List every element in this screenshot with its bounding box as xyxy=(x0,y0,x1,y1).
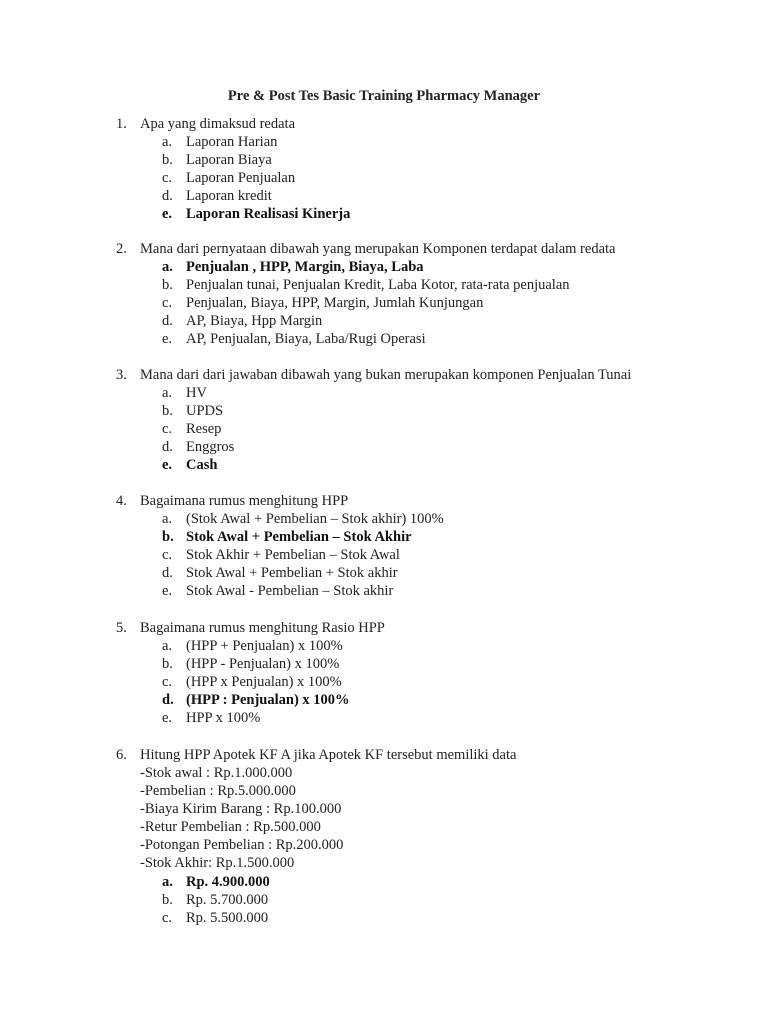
data-line-text: -Biaya Kirim Barang : Rp.100.000 xyxy=(140,801,342,818)
option-d xyxy=(0,312,768,330)
option-b xyxy=(0,276,768,294)
question-1 xyxy=(0,115,768,223)
option-letter: c. xyxy=(162,421,173,438)
option-text: Rp. 4.900.000 xyxy=(186,873,270,890)
option-text: Penjualan tunai, Penjualan Kredit, Laba Kotor, rata-rata penjualan xyxy=(186,277,570,294)
option-text: (Stok Awal + Pembelian – Stok akhir) 100% xyxy=(186,511,444,527)
data-line xyxy=(0,836,768,854)
option-text: AP, Penjualan, Biaya, Laba/Rugi Operasi xyxy=(186,331,426,348)
option-letter: a. xyxy=(162,134,173,150)
question-4 xyxy=(0,492,768,600)
data-line-text: -Pembelian : Rp.5.000.000 xyxy=(140,783,296,800)
option-text: Stok Awal + Pembelian + Stok akhir xyxy=(186,565,398,582)
option-text: (HPP : Penjualan) x 100% xyxy=(186,692,350,709)
option-letter: d. xyxy=(162,188,173,205)
question-3 xyxy=(0,366,768,474)
option-text: Penjualan , HPP, Margin, Biaya, Laba xyxy=(186,259,424,275)
option-c xyxy=(0,294,768,312)
option-letter: b. xyxy=(162,891,173,908)
option-text: AP, Biaya, Hpp Margin xyxy=(186,313,323,330)
option-d xyxy=(0,438,768,456)
question-number: 6. xyxy=(116,747,127,763)
option-letter: b. xyxy=(162,403,173,420)
option-letter: d. xyxy=(162,313,173,330)
option-letter: c. xyxy=(162,547,173,564)
question-text: Bagaimana rumus menghitung Rasio HPP xyxy=(140,620,385,636)
question-text: Mana dari pernyataan dibawah yang merupakan Komponen terdapat dalam redata xyxy=(140,241,616,257)
option-text: HV xyxy=(186,385,207,401)
option-letter: a. xyxy=(162,385,173,401)
option-letter: a. xyxy=(162,511,173,527)
question-6 xyxy=(0,746,768,927)
option-letter: e. xyxy=(162,583,173,600)
option-letter: e. xyxy=(162,710,173,727)
option-text: Stok Awal - Pembelian – Stok akhir xyxy=(186,583,394,600)
option-e xyxy=(0,709,768,727)
option-a xyxy=(0,384,768,402)
question-2 xyxy=(0,240,768,348)
option-b xyxy=(0,528,768,546)
question-number: 5. xyxy=(116,620,127,636)
option-d xyxy=(0,187,768,205)
option-b xyxy=(0,402,768,420)
document-title: Pre & Post Tes Basic Training Pharmacy Manager xyxy=(227,88,541,104)
question-text: Hitung HPP Apotek KF A jika Apotek KF tersebut memiliki data xyxy=(140,747,517,763)
option-d xyxy=(0,564,768,582)
option-a xyxy=(0,873,768,891)
data-line xyxy=(0,818,768,836)
data-line xyxy=(0,800,768,818)
option-text: UPDS xyxy=(186,403,224,420)
question-text: Mana dari dari jawaban dibawah yang bukan merupakan komponen Penjualan Tunai xyxy=(140,367,632,383)
option-text: HPP x 100% xyxy=(186,710,261,727)
option-letter: c. xyxy=(162,170,173,187)
option-b xyxy=(0,655,768,673)
option-e xyxy=(0,456,768,474)
question-number: 4. xyxy=(116,493,127,509)
option-a xyxy=(0,637,768,655)
option-b xyxy=(0,891,768,909)
option-text: Rp. 5.700.000 xyxy=(186,891,269,908)
option-c xyxy=(0,909,768,927)
option-letter: e. xyxy=(162,457,173,474)
option-letter: b. xyxy=(162,152,173,169)
question-number: 1. xyxy=(116,116,127,132)
option-text: Stok Akhir + Pembelian – Stok Awal xyxy=(186,547,400,564)
option-letter: c. xyxy=(162,909,173,926)
question-5 xyxy=(0,619,768,727)
data-line xyxy=(0,854,768,872)
question-number: 2. xyxy=(116,241,127,257)
data-line-text: -Stok awal : Rp.1.000.000 xyxy=(140,765,293,781)
option-e xyxy=(0,582,768,600)
option-letter: a. xyxy=(162,873,173,890)
option-text: Stok Awal + Pembelian – Stok Akhir xyxy=(186,529,412,546)
data-line-text: -Retur Pembelian : Rp.500.000 xyxy=(140,819,321,836)
option-text: Rp. 5.500.000 xyxy=(186,909,269,926)
option-text: Penjualan, Biaya, HPP, Margin, Jumlah Kunjungan xyxy=(186,295,484,312)
data-line xyxy=(0,782,768,800)
option-letter: e. xyxy=(162,331,173,348)
data-line-text: -Potongan Pembelian : Rp.200.000 xyxy=(140,837,344,854)
data-line xyxy=(0,764,768,782)
option-letter: b. xyxy=(162,656,173,673)
option-letter: b. xyxy=(162,529,174,546)
option-text: Laporan kredit xyxy=(186,188,272,205)
option-letter: d. xyxy=(162,565,173,582)
data-line-text: -Stok Akhir: Rp.1.500.000 xyxy=(140,855,295,872)
option-letter: d. xyxy=(162,439,173,456)
option-letter: c. xyxy=(162,674,173,691)
option-e xyxy=(0,205,768,223)
option-text: Cash xyxy=(186,457,218,474)
option-a xyxy=(0,133,768,151)
option-c xyxy=(0,673,768,691)
option-letter: a. xyxy=(162,259,173,275)
question-text: Apa yang dimaksud redata xyxy=(140,116,296,132)
option-text: Resep xyxy=(186,421,222,438)
option-text: (HPP + Penjualan) x 100% xyxy=(186,638,343,654)
option-text: Laporan Biaya xyxy=(186,152,272,169)
option-e xyxy=(0,330,768,348)
option-letter: c. xyxy=(162,295,173,312)
option-letter: b. xyxy=(162,277,173,294)
option-text: Enggros xyxy=(186,439,235,456)
option-c xyxy=(0,420,768,438)
question-number: 3. xyxy=(116,367,127,383)
option-text: (HPP - Penjualan) x 100% xyxy=(186,656,340,673)
option-d xyxy=(0,691,768,709)
option-c xyxy=(0,169,768,187)
option-letter: a. xyxy=(162,638,173,654)
option-c xyxy=(0,546,768,564)
option-letter: d. xyxy=(162,692,174,709)
option-text: (HPP x Penjualan) x 100% xyxy=(186,674,342,691)
option-text: Laporan Harian xyxy=(186,134,278,150)
question-text: Bagaimana rumus menghitung HPP xyxy=(140,493,349,509)
option-letter: e. xyxy=(162,206,173,223)
option-text: Laporan Penjualan xyxy=(186,170,296,187)
option-b xyxy=(0,151,768,169)
option-a xyxy=(0,258,768,276)
option-a xyxy=(0,510,768,528)
option-text: Laporan Realisasi Kinerja xyxy=(186,206,351,223)
